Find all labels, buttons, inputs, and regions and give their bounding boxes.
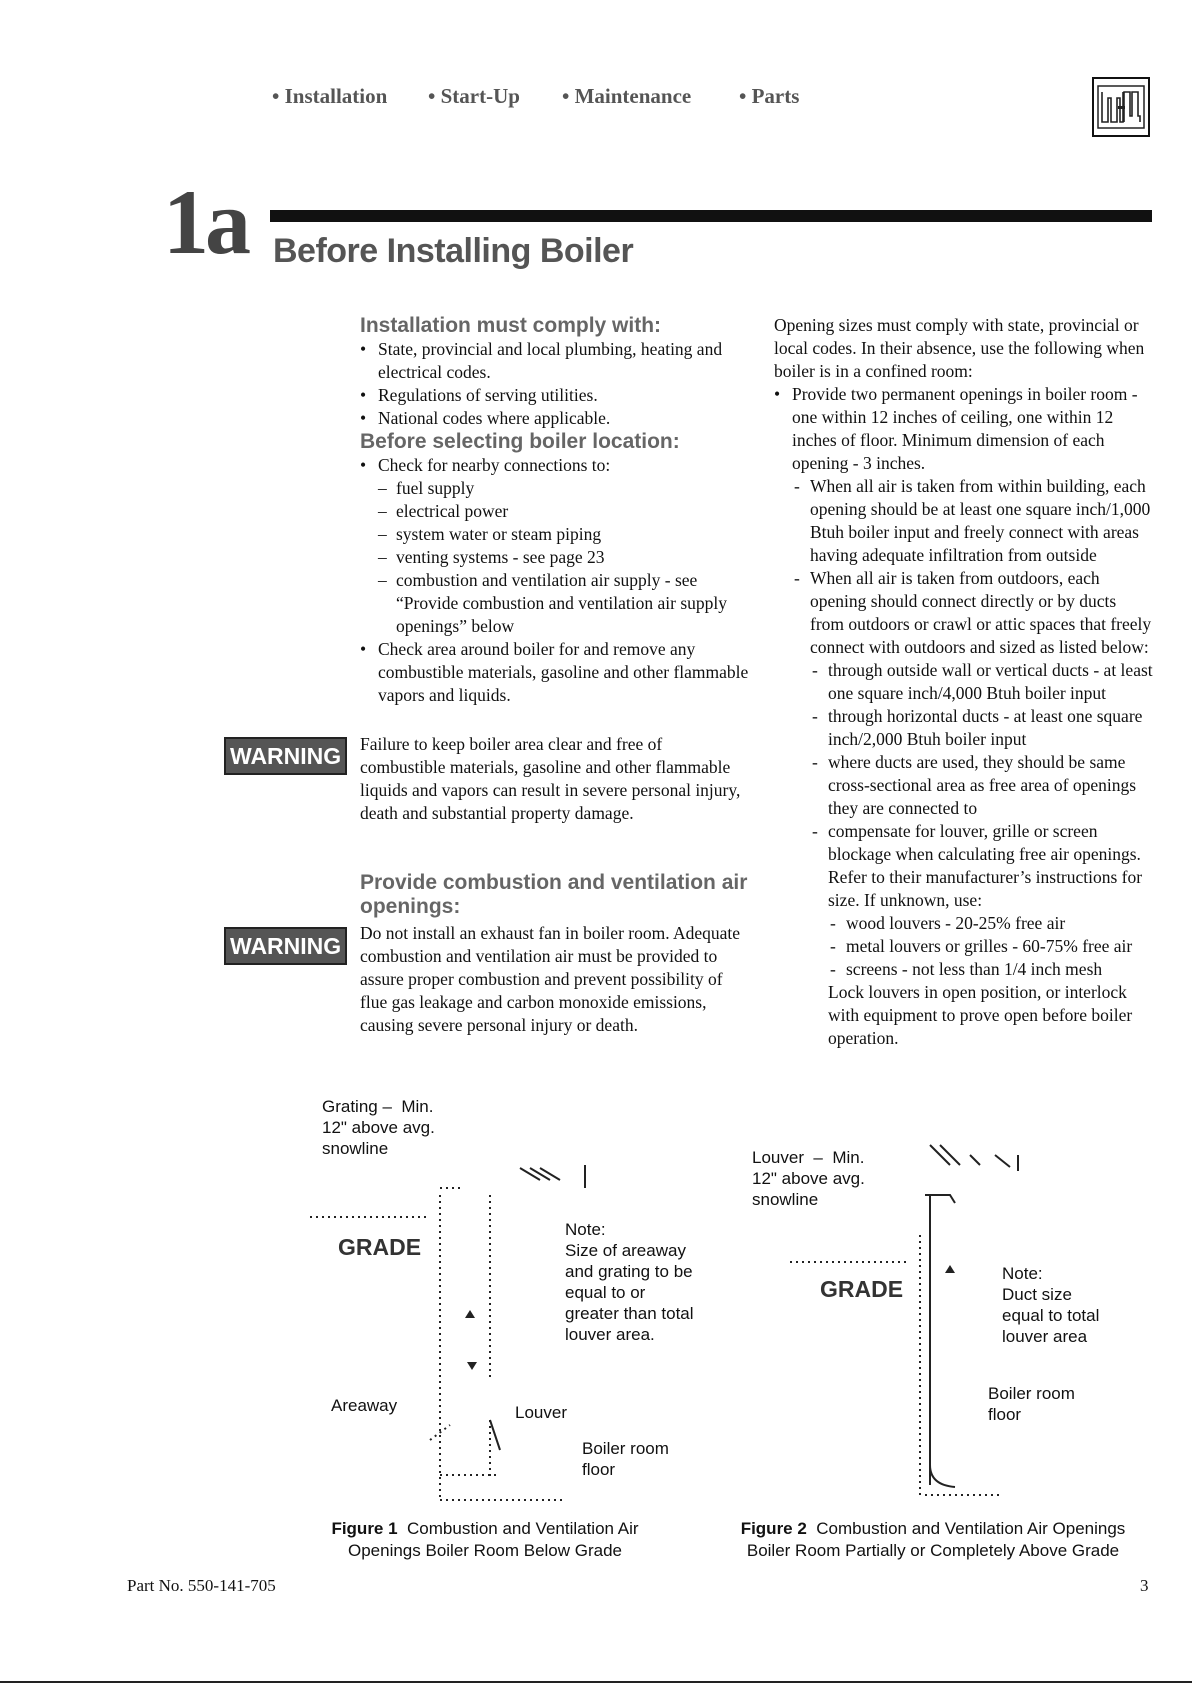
lock-louvers-text: Lock louvers in open position, or interlock with equipment to prove open before boiler operation. (828, 982, 1133, 1048)
location-list (360, 454, 750, 707)
figure1-caption-text: Combustion and Ventilation Air Openings Boiler Room Below Grade (347, 1519, 639, 1560)
openings-list (774, 383, 1154, 1050)
fig1-note: Note: Size of areaway and grating to be equal to or greater than total louver area. (565, 1220, 694, 1344)
list-item (810, 820, 1154, 1050)
list-item: - metal louvers or grilles - 60-75% free air (828, 935, 1154, 958)
figure1-caption-label: Figure 1 (331, 1519, 398, 1538)
comply-heading: Installation must comply with: (360, 314, 662, 337)
wm-logo-icon (1092, 77, 1150, 137)
list-item: – venting systems - see page 23 (378, 546, 750, 569)
nav-item-maintenance: • Maintenance (562, 84, 692, 108)
comply-list (360, 338, 750, 430)
list-item: - where ducts are used, they should be same cross-sectional area as free area of openings they are connected to (810, 751, 1154, 820)
fig1-floor-label: Boiler room floor (582, 1439, 669, 1479)
list-item: - through outside wall or vertical ducts - at least one square inch/4,000 Btuh boiler input (810, 659, 1154, 705)
list-item: • State, provincial and local plumbing, heating and electrical codes. (360, 338, 750, 384)
warning-badge: WARNING (224, 737, 347, 775)
fig1-grating-label: Grating – Min. 12" above avg. snowline (322, 1097, 435, 1158)
outdoor-list (810, 659, 1154, 1050)
list-item (774, 383, 1154, 1050)
fig2-grade-label: GRADE (820, 1276, 904, 1302)
left-column (360, 314, 750, 707)
list-item: - screens - not less than 1/4 inch mesh (828, 958, 1154, 981)
nav-item-installation: • Installation (272, 84, 388, 108)
list-item: • National codes where applicable. (360, 407, 750, 430)
list-item: • Regulations of serving utilities. (360, 384, 750, 407)
provide-heading: Provide combustion and ventilation air openings: (360, 871, 748, 918)
air-source-list (792, 475, 1154, 1050)
part-number: Part No. 550-141-705 (127, 1576, 276, 1595)
location-heading: Before selecting boiler location: (360, 430, 680, 453)
list-item: - wood louvers - 20-25% free air (828, 912, 1154, 935)
nav-item-start-up: • Start-Up (428, 84, 520, 108)
list-item: – system water or steam piping (378, 523, 750, 546)
section-divider (270, 210, 1152, 222)
from-outdoors-text: When all air is taken from outdoors, each opening should connect directly or by ducts from outdoors or crawl or attic spaces that freely connect with outdoors and sized as listed below: (810, 568, 1152, 657)
fig1-louver-label: Louver (515, 1403, 567, 1422)
figure2-caption (738, 1518, 1128, 1562)
warning-text: Failure to keep boiler area clear and free of combustible materials, gasoline and other flammable liquids and vapors can result in severe personal injury, death and substantial property damage. (360, 734, 741, 823)
nav-item-parts: • Parts (739, 84, 800, 108)
bottom-rule (0, 1681, 1192, 1683)
list-item: - When all air is taken from within building, each opening should be at least one square inch/1,000 Btuh boiler input and freely connect with areas having adequate infiltration from outside (792, 475, 1154, 567)
list-item (792, 567, 1154, 1050)
list-item (360, 454, 750, 638)
figure2-caption-text: Combustion and Ventilation Air Openings Boiler Room Partially or Completely Above Grade (746, 1519, 1126, 1560)
list-item: – electrical power (378, 500, 750, 523)
fig2-floor-label: Boiler room floor (988, 1384, 1075, 1424)
fig1-areaway-label: Areaway (331, 1396, 398, 1415)
list-item: – combustion and ventilation air supply - see “Provide combustion and ventilation air supply openings” below (378, 569, 750, 638)
connections-list (378, 477, 750, 638)
list-item: - through horizontal ducts - at least one square inch/2,000 Btuh boiler input (810, 705, 1154, 751)
compensate-text: compensate for louver, grille or screen blockage when calculating free air openings. Refer to their manufacturer’s instructions for size. If unknown, use: (828, 821, 1143, 910)
figure1-drawing (300, 1120, 600, 1520)
page-number: 3 (1140, 1576, 1149, 1595)
right-column (774, 314, 1154, 1050)
warning-badge: WARNING (224, 927, 347, 965)
list-item: – fuel supply (378, 477, 750, 500)
fig2-louver-label: Louver – Min. 12" above avg. snowline (752, 1148, 865, 1209)
fig1-grade-label: GRADE (338, 1234, 422, 1260)
check-connections-text: Check for nearby connections to: (378, 455, 611, 475)
list-item: • Check area around boiler for and remove any combustible materials, gasoline and other flammable vapors and liquids. (360, 638, 750, 707)
provide-two-text: Provide two permanent openings in boiler room - one within 12 inches of ceiling, one within 12 inches of floor. Minimum dimension of each opening - 3 inches. (792, 384, 1138, 473)
louver-list (828, 912, 1154, 981)
figure2-caption-label: Figure 2 (740, 1519, 807, 1538)
fig2-note: Note: Duct size equal to total louver area (1002, 1264, 1100, 1346)
section-number: 1a (163, 171, 247, 273)
intro-text: Opening sizes must comply with state, provincial or local codes. In their absence, use the following when boiler is in a confined room: (774, 315, 1145, 381)
figure1-caption (300, 1518, 670, 1562)
warning-text: Do not install an exhaust fan in boiler room. Adequate combustion and ventilation air must be provided to assure proper combustion and prevent possibility of flue gas leakage and carbon monoxide emissions, causing severe personal injury or death. (360, 923, 741, 1035)
section-title: Before Installing Boiler (273, 232, 634, 270)
